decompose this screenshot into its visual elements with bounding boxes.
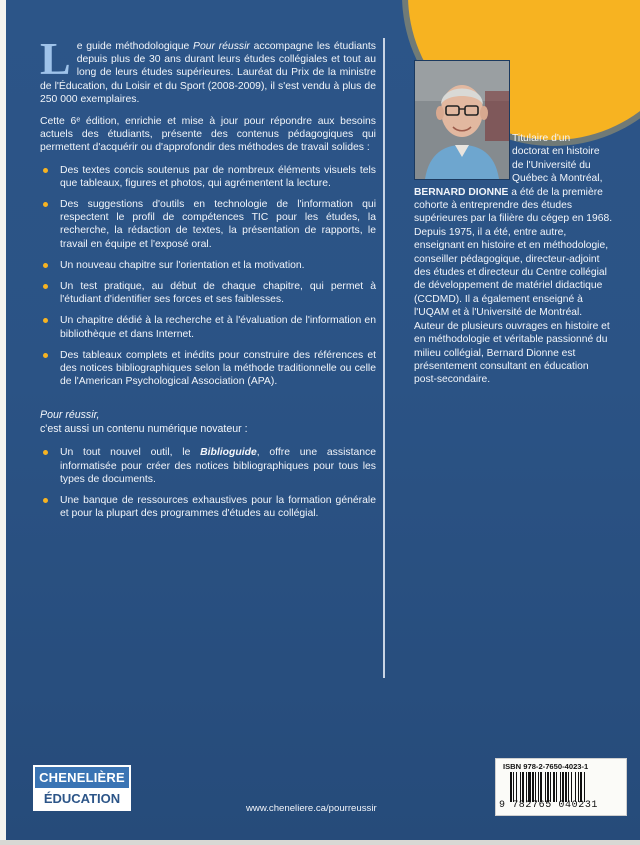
bullet-icon <box>43 263 48 268</box>
feature-item: Des textes concis soutenus par de nombreux éléments visuels tels que tableaux, figures et photos, qui agrémentent la lecture. <box>40 164 376 190</box>
bio-lead-line: Québec à Montréal, <box>512 173 603 185</box>
intro-text-rest: accompagne les étudiants depuis plus de 30 ans durant leurs études collégiales et tout au long de leurs études supérieures. Lauréat du Prix de la ministre de l'Éducation, du Loisir et du Sport (2008-2009), il s'est vendu à plus de 250 000 exemplaires. <box>40 41 376 105</box>
feature-item: Des tableaux complets et inédits pour construire des références et des notices bibliographiques selon la méthode traditionnelle ou celle de l'American Psychological Association (APA). <box>40 349 376 389</box>
bullet-icon <box>43 318 48 323</box>
barcode-icon <box>510 772 614 802</box>
bullet-icon <box>43 353 48 358</box>
intro-text-start: e guide méthodologique <box>76 41 194 52</box>
intro-paragraph <box>40 33 376 106</box>
digital-heading <box>40 408 376 436</box>
isbn-barcode <box>495 758 627 816</box>
bullet-icon <box>43 202 48 207</box>
feature-item: Un test pratique, au début de chaque chapitre, qui permet à l'étudiant d'identifier ses forces et ses faiblesses. <box>40 280 376 306</box>
publisher-logo-line2: ÉDUCATION <box>35 788 129 809</box>
description-column <box>40 33 376 528</box>
digital-item: Une banque de ressources exhaustives pour la formation générale et pour la plupart des programmes d'études au collégial. <box>40 494 376 520</box>
isbn-label: ISBN 978-2-7650-4023-1 <box>503 762 589 771</box>
bio-lead-line: de l'Université du <box>512 159 591 171</box>
website-url: www.cheneliere.ca/pourreussir <box>246 803 377 814</box>
feature-item: Un chapitre dédié à la recherche et à l'évaluation de l'information en bibliothèque et dans Internet. <box>40 314 376 340</box>
book-title: Pour réussir <box>193 41 250 52</box>
author-name: BERNARD DIONNE <box>414 186 509 198</box>
digital-item: Un tout nouvel outil, le Biblioguide, offre une assistance informatisée pour créer des notices bibliographiques pour tous les types de documents. <box>40 446 376 486</box>
page-edge-bottom <box>0 840 640 845</box>
bullet-icon <box>43 168 48 173</box>
publisher-logo-line1: CHENELIÈRE <box>35 767 129 788</box>
digital-list <box>40 446 376 520</box>
bio-lead-line: Titulaire d'un <box>512 133 571 144</box>
column-divider <box>383 38 385 678</box>
publisher-logo <box>33 765 131 811</box>
bullet-icon <box>43 284 48 289</box>
feature-item: Des suggestions d'outils en technologie de l'information qui respectent le profil de compétences TIC pour les études, la recherche, la rédaction de textes, la présentation de rapports, le travail en équipe et l'exposé oral. <box>40 198 376 251</box>
bullet-icon <box>43 450 48 455</box>
digital-heading-subtitle: c'est aussi un contenu numérique novateur : <box>40 423 248 436</box>
feature-item: Un nouveau chapitre sur l'orientation et la motivation. <box>40 259 376 272</box>
digital-heading-title: Pour réussir, <box>40 409 100 422</box>
biblioguide-name: Biblioguide <box>200 447 257 459</box>
bio-lead-line: doctorat en histoire <box>512 146 600 158</box>
author-bio <box>414 132 614 387</box>
page-edge-left <box>0 0 6 845</box>
edition-paragraph: Cette 6ᵉ édition, enrichie et mise à jour pour répondre aux besoins actuels des étudiants, présente des contenus pédagogiques qui permettent d'acquérir ou d'approfondir des méthodes de travail solides : <box>40 116 376 154</box>
isbn-digits: 9 782765 040231 <box>499 800 599 811</box>
bullet-icon <box>43 498 48 503</box>
feature-list <box>40 164 376 389</box>
drop-cap: L <box>40 33 71 84</box>
bio-text: a été de la première cohorte à entreprendre des études supérieures par la filière du cégep en 1968. Depuis 1975, il a été, entre autre, enseignant en histoire et en méthodologie, conseiller pédagogique, directeur-adjoint des études et directeur du Centre collégial de développement de matériel didactique (CCDMD). Il a également enseigné à l'UQAM et à l'Université de Montréal. Auteur de plusieurs ouvrages en histoire et en méthodologie et véritable passionné du milieu collégial, Bernard Dionne est présentement consultant en éducation post-secondaire. <box>414 186 613 386</box>
